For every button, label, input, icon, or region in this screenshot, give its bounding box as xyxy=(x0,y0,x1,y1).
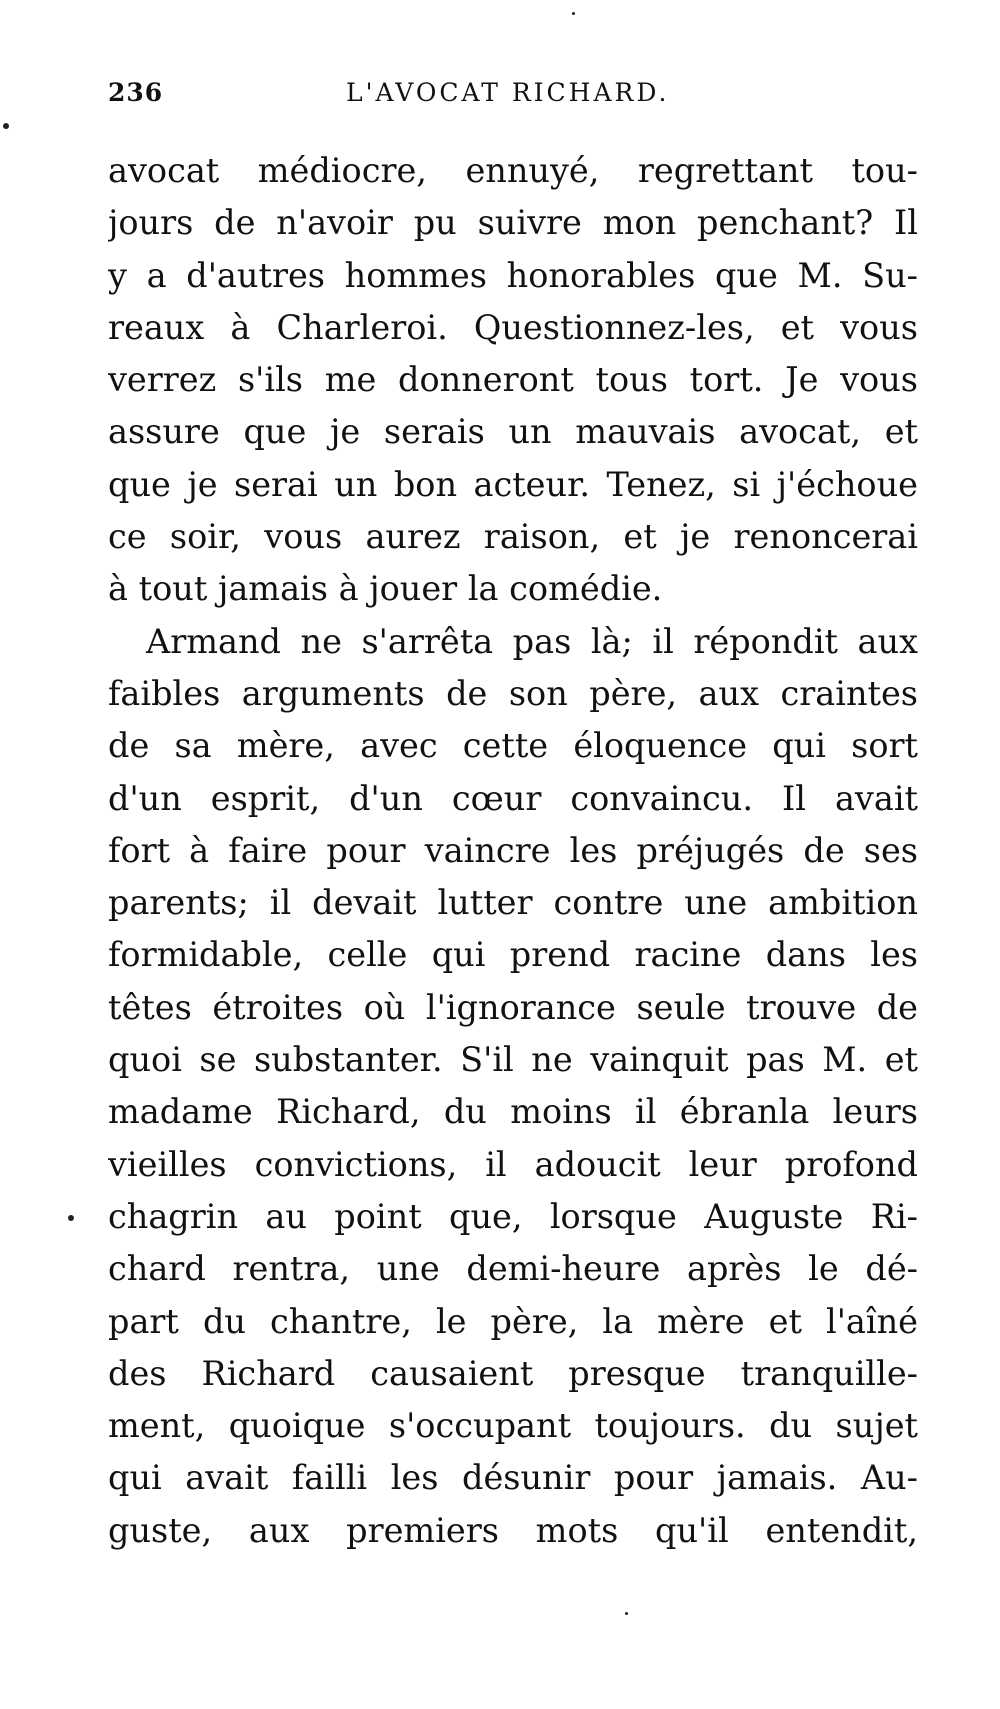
text-line: chagrin au point que, lorsque Auguste Ri- xyxy=(108,1196,918,1236)
scan-speck xyxy=(572,12,575,15)
text-line: d'un esprit, d'un cœur convaincu. Il avait xyxy=(108,778,918,818)
page-number: 236 xyxy=(108,78,164,107)
text-line: faibles arguments de son père, aux craintes xyxy=(108,673,918,713)
text-line: y a d'autres hommes honorables que M. Su- xyxy=(108,255,918,295)
text-line: ment, quoique s'occupant toujours. du sujet xyxy=(108,1406,918,1446)
text-line: fort à faire pour vaincre les préjugés de ses xyxy=(108,830,918,870)
text-line: de sa mère, avec cette éloquence qui sort xyxy=(108,726,918,766)
body-text xyxy=(108,145,918,1557)
text-line: guste, aux premiers mots qu'il entendit, xyxy=(108,1510,918,1550)
text-line: qui avait failli les désunir pour jamais. Au- xyxy=(108,1458,918,1498)
text-line: part du chantre, le père, la mère et l'aîné xyxy=(108,1301,918,1341)
text-line: à tout jamais à jouer la comédie. xyxy=(108,569,663,609)
paragraph-2 xyxy=(108,616,918,1557)
text-line: madame Richard, du moins il ébranla leurs xyxy=(108,1092,918,1132)
text-line: des Richard causaient presque tranquille- xyxy=(108,1353,918,1393)
text-line: avocat médiocre, ennuyé, regrettant tou- xyxy=(108,151,918,190)
page-header xyxy=(108,78,918,118)
text-line: assure que je serais un mauvais avocat, et xyxy=(108,412,918,452)
scan-speck xyxy=(68,1215,74,1221)
text-line: vieilles convictions, il adoucit leur profond xyxy=(108,1144,918,1184)
scan-speck xyxy=(3,123,9,129)
text-line: verrez s'ils me donneront tous tort. Je vous xyxy=(108,360,918,400)
text-line: quoi se substanter. S'il ne vainquit pas M. et xyxy=(108,1040,918,1080)
text-line: Armand ne s'arrêta pas là; il répondit aux xyxy=(146,621,918,661)
text-line: parents; il devait lutter contre une ambition xyxy=(108,883,918,923)
scan-speck xyxy=(625,1612,628,1615)
text-line: têtes étroites où l'ignorance seule trouve de xyxy=(108,987,918,1027)
text-line: chard rentra, une demi-heure après le dé- xyxy=(108,1249,918,1289)
running-title: L'AVOCAT RICHARD. xyxy=(346,78,670,107)
text-line: ce soir, vous aurez raison, et je renoncerai xyxy=(108,517,918,557)
text-line: jours de n'avoir pu suivre mon penchant? Il xyxy=(108,203,918,243)
paragraph-1 xyxy=(108,145,918,616)
text-line: formidable, celle qui prend racine dans les xyxy=(108,935,918,975)
text-line: que je serai un bon acteur. Tenez, si j'échoue xyxy=(108,464,918,504)
text-line: reaux à Charleroi. Questionnez-les, et vous xyxy=(108,307,918,347)
